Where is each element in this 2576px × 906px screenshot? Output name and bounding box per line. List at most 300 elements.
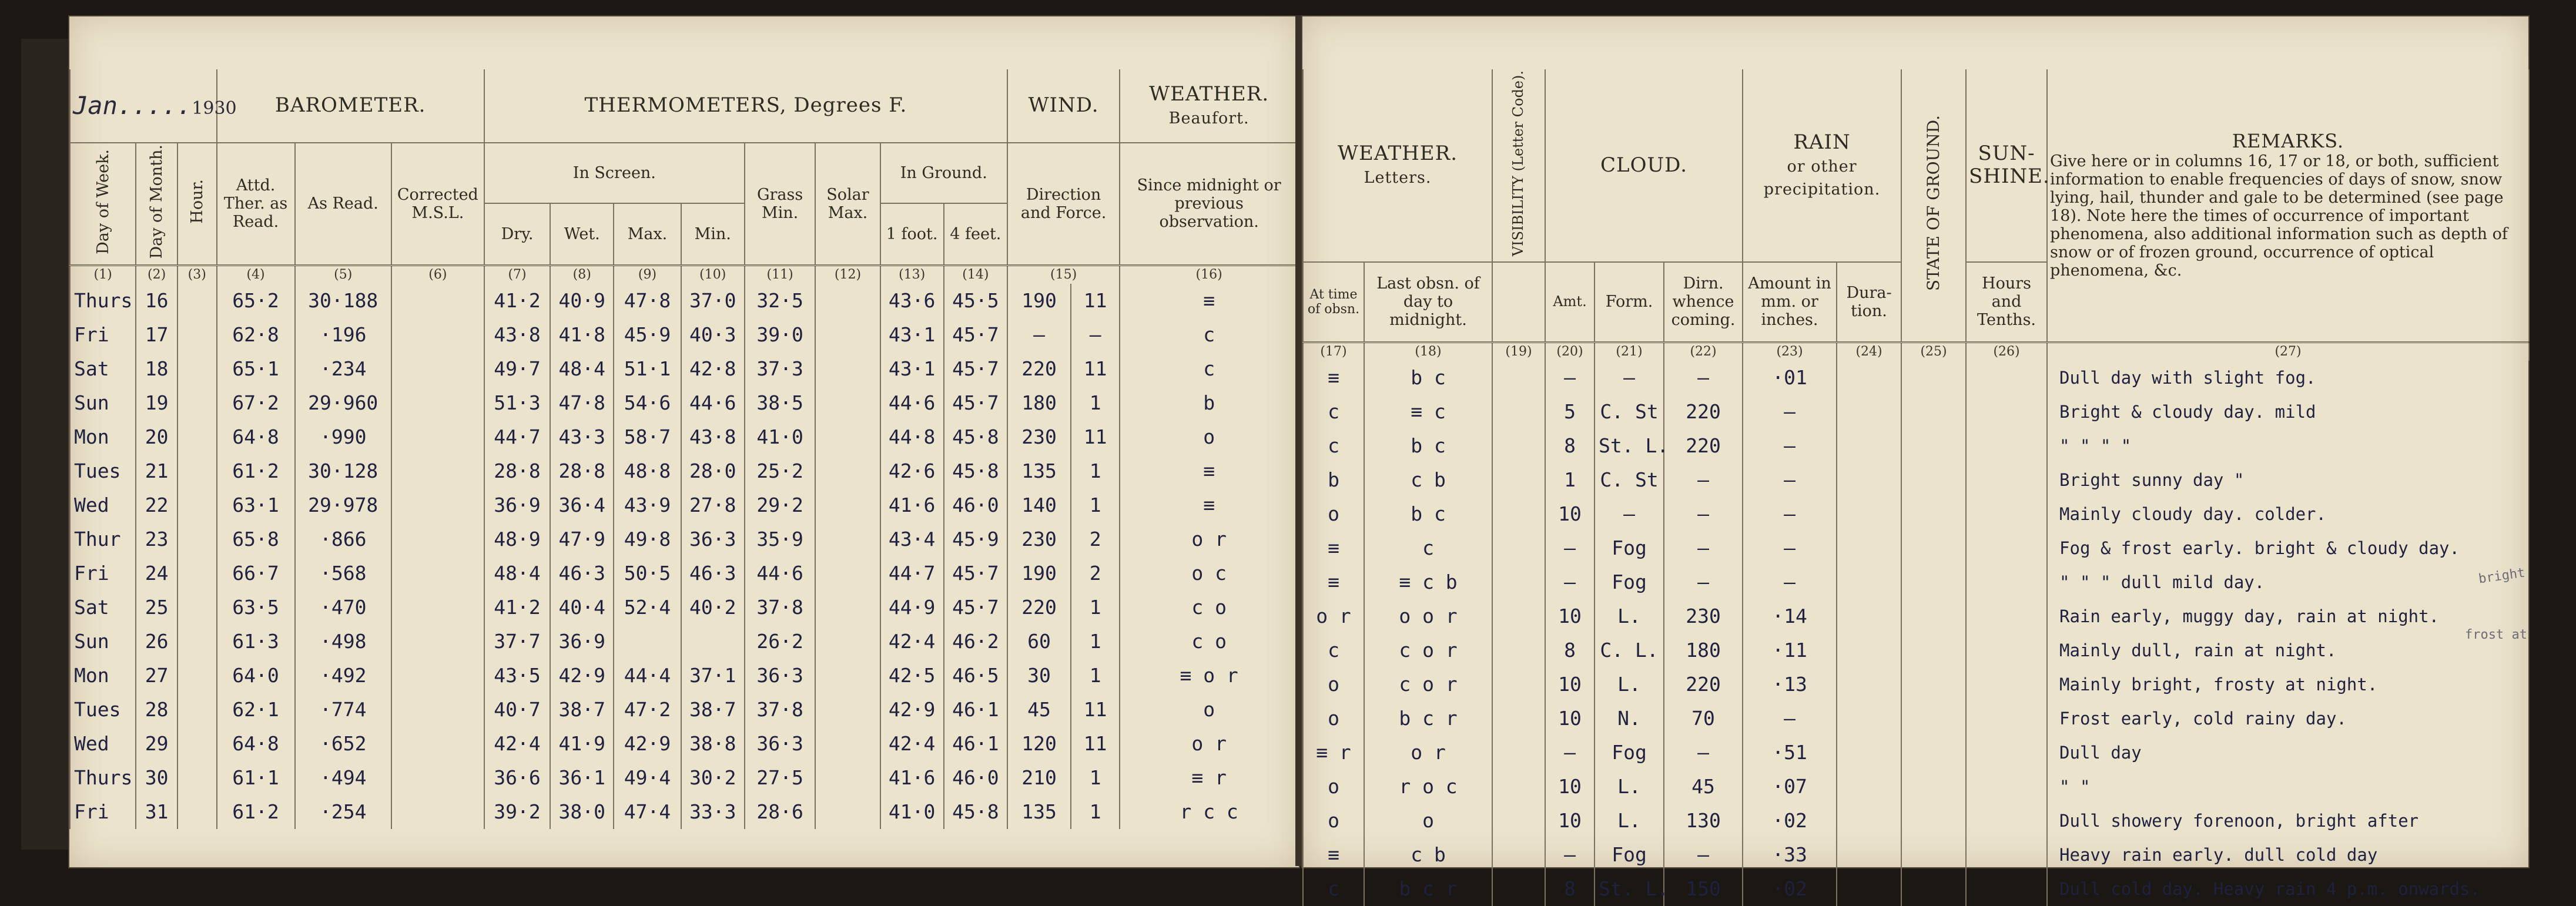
max-temp: 47·8	[614, 284, 681, 318]
wind-force: –	[1071, 318, 1120, 352]
visibility-cell	[1492, 497, 1545, 531]
solar-max-cell	[815, 659, 880, 693]
cloud-form: –	[1594, 361, 1664, 395]
remarks-heading	[2047, 69, 2529, 342]
wind-force: 11	[1071, 420, 1120, 454]
wind-direction: 140	[1007, 488, 1071, 522]
remark-text: Dull day with slight fog.	[2047, 361, 2529, 395]
day-of-week: Thurs	[70, 284, 136, 318]
solar-max-header: Solar Max.	[815, 143, 880, 265]
form-header: Form.	[1594, 262, 1664, 343]
cloud-heading: CLOUD.	[1545, 69, 1743, 262]
weather-at-obsn: b	[1303, 463, 1364, 497]
day-of-week-text: Day of Week.	[93, 149, 112, 254]
cloud-amount: 10	[1545, 599, 1594, 633]
weather-symbols: ≡	[1120, 454, 1298, 488]
table-row	[70, 727, 1298, 761]
day-of-month: 31	[136, 795, 177, 829]
cloud-direction: –	[1664, 838, 1743, 872]
table-row	[70, 659, 1298, 693]
cloud-direction: 220	[1664, 395, 1743, 429]
remark-text: " " " dull mild day.	[2047, 565, 2529, 599]
max-temp: 47·4	[614, 795, 681, 829]
cloud-amount: 8	[1545, 872, 1594, 906]
cloud-form: C. St	[1594, 463, 1664, 497]
weather-symbols: o r	[1120, 727, 1298, 761]
day-of-month: 29	[136, 727, 177, 761]
attached-thermometer: 65·8	[217, 522, 295, 556]
grass-min: 37·3	[745, 352, 816, 386]
ground-1ft: 43·1	[880, 318, 944, 352]
table-row	[1303, 702, 2529, 736]
corrected-msl-cell	[391, 590, 484, 625]
ground-1ft: 42·4	[880, 727, 944, 761]
dry-bulb: 43·5	[484, 659, 550, 693]
visibility-cell	[1492, 565, 1545, 599]
cloud-form: Fog	[1594, 565, 1664, 599]
rain-amount: –	[1743, 497, 1837, 531]
rain-duration-cell	[1837, 633, 1901, 667]
max-temp: 54·6	[614, 386, 681, 420]
column-number: (15)	[1007, 265, 1120, 284]
cloud-direction: 150	[1664, 872, 1743, 906]
min-temp: 42·8	[681, 352, 745, 386]
weather-last-obsn: c b	[1364, 463, 1492, 497]
day-of-month-header	[136, 143, 177, 265]
hours-tenths-header: Hours and Tenths.	[1966, 262, 2047, 343]
hour-cell	[177, 454, 217, 488]
corrected-msl-header: Corrected M.S.L.	[391, 143, 484, 265]
column-number: (6)	[391, 265, 484, 284]
min-temp: 28·0	[681, 454, 745, 488]
wind-force: 1	[1071, 761, 1120, 795]
grass-min: 26·2	[745, 625, 816, 659]
cloud-amount: 8	[1545, 429, 1594, 463]
corrected-msl-cell	[391, 454, 484, 488]
wet-bulb: 28·8	[550, 454, 614, 488]
cloud-amount: 10	[1545, 667, 1594, 702]
column-number: (11)	[745, 265, 816, 284]
max-temp: 58·7	[614, 420, 681, 454]
at-time-header: At time of obsn.	[1303, 262, 1364, 343]
visibility-text: VISIBILITY (Letter Code).	[1510, 71, 1527, 257]
wind-direction: 60	[1007, 625, 1071, 659]
day-of-month: 16	[136, 284, 177, 318]
cloud-form: N.	[1594, 702, 1664, 736]
sunshine-cell	[1966, 531, 2047, 565]
dry-bulb: 37·7	[484, 625, 550, 659]
rain-duration-cell	[1837, 667, 1901, 702]
as-read-header: As Read.	[295, 143, 391, 265]
ground-4ft: 45·5	[944, 284, 1007, 318]
ground-1ft: 44·9	[880, 590, 944, 625]
weather-last-obsn: b c	[1364, 429, 1492, 463]
barometer-reading: 30·188	[295, 284, 391, 318]
attached-thermometer: 61·3	[217, 625, 295, 659]
attd-ther-header: Attd. Ther. as Read.	[217, 143, 295, 265]
dry-bulb: 41·2	[484, 590, 550, 625]
attached-thermometer: 66·7	[217, 556, 295, 590]
cloud-amount: 5	[1545, 395, 1594, 429]
column-number: (7)	[484, 265, 550, 284]
min-header: Min.	[681, 203, 745, 265]
ground-4ft: 45·8	[944, 454, 1007, 488]
ground-4ft: 45·7	[944, 318, 1007, 352]
max-temp: 49·8	[614, 522, 681, 556]
sunshine-cell	[1966, 702, 2047, 736]
barometer-reading: ·234	[295, 352, 391, 386]
in-screen-header: In Screen.	[484, 143, 745, 203]
weather-letters-title: WEATHER.	[1338, 142, 1458, 166]
cloud-direction: –	[1664, 531, 1743, 565]
solar-max-cell	[815, 625, 880, 659]
duration-header: Dura-tion.	[1837, 262, 1901, 343]
weather-last-obsn: o	[1364, 804, 1492, 838]
weather-last-obsn: b c	[1364, 497, 1492, 531]
weather-title: WEATHER.	[1149, 82, 1269, 106]
attached-thermometer: 63·1	[217, 488, 295, 522]
weather-last-obsn: b c r	[1364, 872, 1492, 906]
max-temp: 47·2	[614, 693, 681, 727]
grass-min: 41·0	[745, 420, 816, 454]
ground-1ft: 42·6	[880, 454, 944, 488]
column-number: (13)	[880, 265, 944, 284]
corrected-msl-cell	[391, 727, 484, 761]
corrected-msl-cell	[391, 556, 484, 590]
rain-amount: ·14	[1743, 599, 1837, 633]
sunshine-cell	[1966, 361, 2047, 395]
visibility-cell	[1492, 838, 1545, 872]
weather-at-obsn: o	[1303, 804, 1364, 838]
remark-text: Fog & frost early. bright & cloudy day.	[2047, 531, 2529, 565]
weather-symbols: c	[1120, 352, 1298, 386]
attached-thermometer: 64·8	[217, 420, 295, 454]
max-temp: 42·9	[614, 727, 681, 761]
ground-1ft: 42·4	[880, 625, 944, 659]
hour-cell	[177, 795, 217, 829]
rain-amount-header: Amount in mm. or inches.	[1743, 262, 1837, 343]
weather-last-obsn: b c r	[1364, 702, 1492, 736]
hour-cell	[177, 488, 217, 522]
cloud-form: L.	[1594, 599, 1664, 633]
cloud-form: Fog	[1594, 736, 1664, 770]
thermometers-heading: THERMOMETERS, Degrees F.	[484, 69, 1007, 143]
cloud-form: St. L.	[1594, 872, 1664, 906]
wet-bulb: 36·4	[550, 488, 614, 522]
weather-symbols: c o	[1120, 590, 1298, 625]
weather-last-obsn: o o r	[1364, 599, 1492, 633]
state-of-ground-header	[1901, 69, 1966, 342]
rain-amount: –	[1743, 395, 1837, 429]
rain-duration-cell	[1837, 361, 1901, 395]
remark-text: Frost early, cold rainy day.	[2047, 702, 2529, 736]
min-temp: 27·8	[681, 488, 745, 522]
cloud-amount: 10	[1545, 804, 1594, 838]
left-page	[68, 15, 1300, 868]
left-table-body	[70, 284, 1298, 829]
day-of-month: 19	[136, 386, 177, 420]
rain-duration-cell	[1837, 565, 1901, 599]
min-temp: 46·3	[681, 556, 745, 590]
rain-amount: ·13	[1743, 667, 1837, 702]
sunshine-cell	[1966, 770, 2047, 804]
dry-header: Dry.	[484, 203, 550, 265]
solar-max-cell	[815, 420, 880, 454]
remark-text: Mainly bright, frosty at night.	[2047, 667, 2529, 702]
barometer-reading: ·494	[295, 761, 391, 795]
wind-force: 11	[1071, 693, 1120, 727]
table-row	[1303, 872, 2529, 906]
visibility-cell	[1492, 429, 1545, 463]
ground-4ft: 46·1	[944, 693, 1007, 727]
rain-duration-cell	[1837, 872, 1901, 906]
column-number: (21)	[1594, 342, 1664, 361]
wind-force: 1	[1071, 454, 1120, 488]
cloud-direction: 130	[1664, 804, 1743, 838]
in-ground-header: In Ground.	[880, 143, 1007, 203]
remark-text: " "	[2047, 770, 2529, 804]
day-of-month: 23	[136, 522, 177, 556]
hour-cell	[177, 318, 217, 352]
cloud-form: L.	[1594, 770, 1664, 804]
dry-bulb: 49·7	[484, 352, 550, 386]
wet-bulb: 42·9	[550, 659, 614, 693]
last-obsn-header: Last obsn. of day to midnight.	[1364, 262, 1492, 343]
max-temp: 48·8	[614, 454, 681, 488]
sunshine-heading: SUN-SHINE.	[1966, 69, 2047, 262]
corrected-msl-cell	[391, 488, 484, 522]
cloud-amount: 10	[1545, 702, 1594, 736]
hour-cell	[177, 352, 217, 386]
ground-1ft: 41·0	[880, 795, 944, 829]
hour-text: Hour.	[187, 179, 206, 224]
cloud-form: L.	[1594, 804, 1664, 838]
weather-at-obsn: o	[1303, 497, 1364, 531]
column-number: (18)	[1364, 342, 1492, 361]
solar-max-cell	[815, 454, 880, 488]
ground-4ft: 46·5	[944, 659, 1007, 693]
min-temp: 43·8	[681, 420, 745, 454]
hour-cell	[177, 284, 217, 318]
wind-direction: 180	[1007, 386, 1071, 420]
weather-last-obsn: b c	[1364, 361, 1492, 395]
remark-text: Bright & cloudy day. mild	[2047, 395, 2529, 429]
cloud-direction: 220	[1664, 667, 1743, 702]
day-of-month: 25	[136, 590, 177, 625]
weather-last-obsn: c o r	[1364, 633, 1492, 667]
rain-duration-cell	[1837, 429, 1901, 463]
sunshine-cell	[1966, 667, 2047, 702]
wind-force: 1	[1071, 386, 1120, 420]
rain-amount: –	[1743, 565, 1837, 599]
wind-direction: 120	[1007, 727, 1071, 761]
min-temp: 36·3	[681, 522, 745, 556]
table-row	[1303, 429, 2529, 463]
table-row	[70, 625, 1298, 659]
wind-force: 1	[1071, 659, 1120, 693]
column-number: (17)	[1303, 342, 1364, 361]
min-temp	[681, 625, 745, 659]
weather-symbols: o c	[1120, 556, 1298, 590]
weather-at-obsn: c	[1303, 429, 1364, 463]
wet-bulb: 36·9	[550, 625, 614, 659]
dry-bulb: 48·4	[484, 556, 550, 590]
barometer-reading: 29·960	[295, 386, 391, 420]
ground-4ft: 46·1	[944, 727, 1007, 761]
table-row	[1303, 497, 2529, 531]
sunshine-cell	[1966, 463, 2047, 497]
column-number: (4)	[217, 265, 295, 284]
cloud-form: Fog	[1594, 531, 1664, 565]
cloud-form: C. L.	[1594, 633, 1664, 667]
table-row	[70, 522, 1298, 556]
column-number: (3)	[177, 265, 217, 284]
table-row	[1303, 599, 2529, 633]
ground-4ft: 45·9	[944, 522, 1007, 556]
grass-min: 29·2	[745, 488, 816, 522]
wet-bulb: 48·4	[550, 352, 614, 386]
rain-duration-cell	[1837, 736, 1901, 770]
table-row	[70, 761, 1298, 795]
state-of-ground-text: STATE OF GROUND.	[1923, 115, 1943, 291]
visibility-cell	[1492, 770, 1545, 804]
wet-bulb: 43·3	[550, 420, 614, 454]
min-temp: 37·1	[681, 659, 745, 693]
hour-cell	[177, 625, 217, 659]
cloud-direction: –	[1664, 736, 1743, 770]
ground-1ft: 43·1	[880, 352, 944, 386]
corrected-msl-cell	[391, 795, 484, 829]
rain-heading	[1743, 69, 1901, 262]
grass-min: 28·6	[745, 795, 816, 829]
weather-at-obsn: c	[1303, 395, 1364, 429]
cloud-direction: 45	[1664, 770, 1743, 804]
grass-min: 37·8	[745, 693, 816, 727]
column-number: (23)	[1743, 342, 1837, 361]
max-temp: 52·4	[614, 590, 681, 625]
left-column-numbers	[70, 265, 1298, 284]
barometer-reading: ·990	[295, 420, 391, 454]
ground-1ft: 42·5	[880, 659, 944, 693]
wind-direction: –	[1007, 318, 1071, 352]
state-of-ground-cell	[1901, 599, 1966, 633]
state-of-ground-cell	[1901, 667, 1966, 702]
column-number: (5)	[295, 265, 391, 284]
attached-thermometer: 61·2	[217, 454, 295, 488]
wind-heading: WIND.	[1007, 69, 1120, 143]
wind-force: 2	[1071, 522, 1120, 556]
wet-bulb: 38·7	[550, 693, 614, 727]
solar-max-cell	[815, 318, 880, 352]
state-of-ground-cell	[1901, 872, 1966, 906]
max-temp: 51·1	[614, 352, 681, 386]
since-midnight-header: Since midnight or previous observation.	[1120, 143, 1298, 265]
weather-last-obsn: c	[1364, 531, 1492, 565]
day-of-week: Wed	[70, 727, 136, 761]
cloud-amount: 10	[1545, 497, 1594, 531]
state-of-ground-cell	[1901, 633, 1966, 667]
min-temp: 44·6	[681, 386, 745, 420]
table-row	[1303, 667, 2529, 702]
cloud-amount: –	[1545, 736, 1594, 770]
ground-1ft: 42·9	[880, 693, 944, 727]
day-of-month-text: Day of Month.	[148, 145, 166, 259]
amt-header: Amt.	[1545, 262, 1594, 343]
corrected-msl-cell	[391, 420, 484, 454]
weather-symbols: ≡	[1120, 488, 1298, 522]
day-of-month: 26	[136, 625, 177, 659]
state-of-ground-cell	[1901, 565, 1966, 599]
column-number: (2)	[136, 265, 177, 284]
state-of-ground-cell	[1901, 497, 1966, 531]
rain-amount: ·07	[1743, 770, 1837, 804]
day-of-week-header	[70, 143, 136, 265]
weather-symbols: o	[1120, 693, 1298, 727]
wet-bulb: 36·1	[550, 761, 614, 795]
remark-text: Bright sunny day "	[2047, 463, 2529, 497]
ground-4ft: 45·7	[944, 386, 1007, 420]
wind-direction: 190	[1007, 556, 1071, 590]
wet-bulb: 40·9	[550, 284, 614, 318]
four-feet-header: 4 feet.	[944, 203, 1007, 265]
cloud-amount: 1	[1545, 463, 1594, 497]
attached-thermometer: 62·1	[217, 693, 295, 727]
day-of-week: Fri	[70, 556, 136, 590]
table-row	[1303, 633, 2529, 667]
state-of-ground-cell	[1901, 463, 1966, 497]
rain-duration-cell	[1837, 463, 1901, 497]
day-of-month: 30	[136, 761, 177, 795]
dry-bulb: 36·6	[484, 761, 550, 795]
grass-min: 36·3	[745, 727, 816, 761]
remark-text: Mainly dull, rain at night.	[2047, 633, 2529, 667]
dry-bulb: 28·8	[484, 454, 550, 488]
table-row	[70, 454, 1298, 488]
cloud-amount: 8	[1545, 633, 1594, 667]
barometer-reading: ·470	[295, 590, 391, 625]
day-of-month: 17	[136, 318, 177, 352]
grass-min: 27·5	[745, 761, 816, 795]
remark-text: Heavy rain early. dull cold day	[2047, 838, 2529, 872]
rain-amount: –	[1743, 463, 1837, 497]
day-of-month: 20	[136, 420, 177, 454]
table-row	[70, 420, 1298, 454]
cloud-amount: 10	[1545, 770, 1594, 804]
weather-at-obsn: o r	[1303, 599, 1364, 633]
column-number: (8)	[550, 265, 614, 284]
visibility-cell	[1492, 531, 1545, 565]
rain-duration-cell	[1837, 702, 1901, 736]
corrected-msl-cell	[391, 761, 484, 795]
weather-symbols: ≡	[1120, 284, 1298, 318]
rain-duration-cell	[1837, 838, 1901, 872]
max-temp: 43·9	[614, 488, 681, 522]
state-of-ground-cell	[1901, 429, 1966, 463]
grass-min: 37·8	[745, 590, 816, 625]
corrected-msl-cell	[391, 625, 484, 659]
wet-bulb: 47·8	[550, 386, 614, 420]
grass-min: 32·5	[745, 284, 816, 318]
ground-1ft: 41·6	[880, 488, 944, 522]
solar-max-cell	[815, 590, 880, 625]
day-of-month: 24	[136, 556, 177, 590]
day-of-month: 27	[136, 659, 177, 693]
weather-at-obsn: ≡	[1303, 361, 1364, 395]
day-of-week: Thurs	[70, 761, 136, 795]
hour-cell	[177, 386, 217, 420]
cloud-direction: –	[1664, 463, 1743, 497]
wind-force: 1	[1071, 795, 1120, 829]
